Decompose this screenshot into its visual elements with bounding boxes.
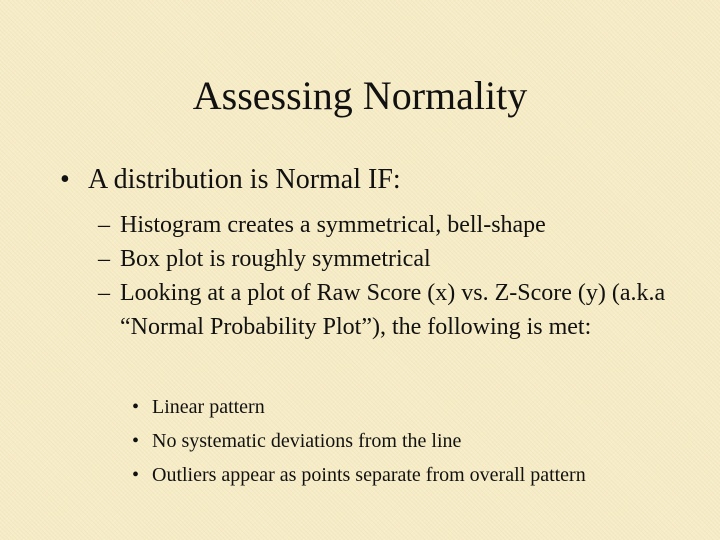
- criteria-text: Linear pattern: [152, 396, 265, 418]
- sub-item: [98, 242, 678, 276]
- sub-item: [98, 276, 678, 344]
- dash-icon: –: [98, 280, 110, 306]
- sub-item-text: Looking at a plot of Raw Score (x) vs. Z-Score (y) (a.k.a “Normal Probability Plot”), the following is met:: [120, 280, 666, 340]
- slide-title: Assessing Normality: [192, 73, 528, 118]
- bullet-icon: •: [60, 164, 70, 195]
- criteria-item: [132, 426, 632, 456]
- bullet-icon: •: [132, 464, 140, 486]
- dash-icon: –: [98, 246, 110, 272]
- criteria-text: No systematic deviations from the line: [152, 430, 462, 452]
- criteria-item: [132, 460, 632, 490]
- bullet-icon: •: [132, 396, 140, 418]
- main-bullet: [60, 162, 401, 198]
- sub-item-text: Histogram creates a symmetrical, bell-shape: [120, 212, 546, 238]
- main-bullet-text: A distribution is Normal IF:: [88, 164, 401, 195]
- dash-icon: –: [98, 212, 110, 238]
- sub-item: [98, 208, 678, 242]
- sub-list: [98, 208, 678, 344]
- criteria-list: [132, 392, 632, 494]
- criteria-text: Outliers appear as points separate from overall pattern: [152, 464, 586, 486]
- bullet-icon: •: [132, 430, 140, 452]
- sub-item-text: Box plot is roughly symmetrical: [120, 246, 431, 272]
- criteria-item: [132, 392, 632, 422]
